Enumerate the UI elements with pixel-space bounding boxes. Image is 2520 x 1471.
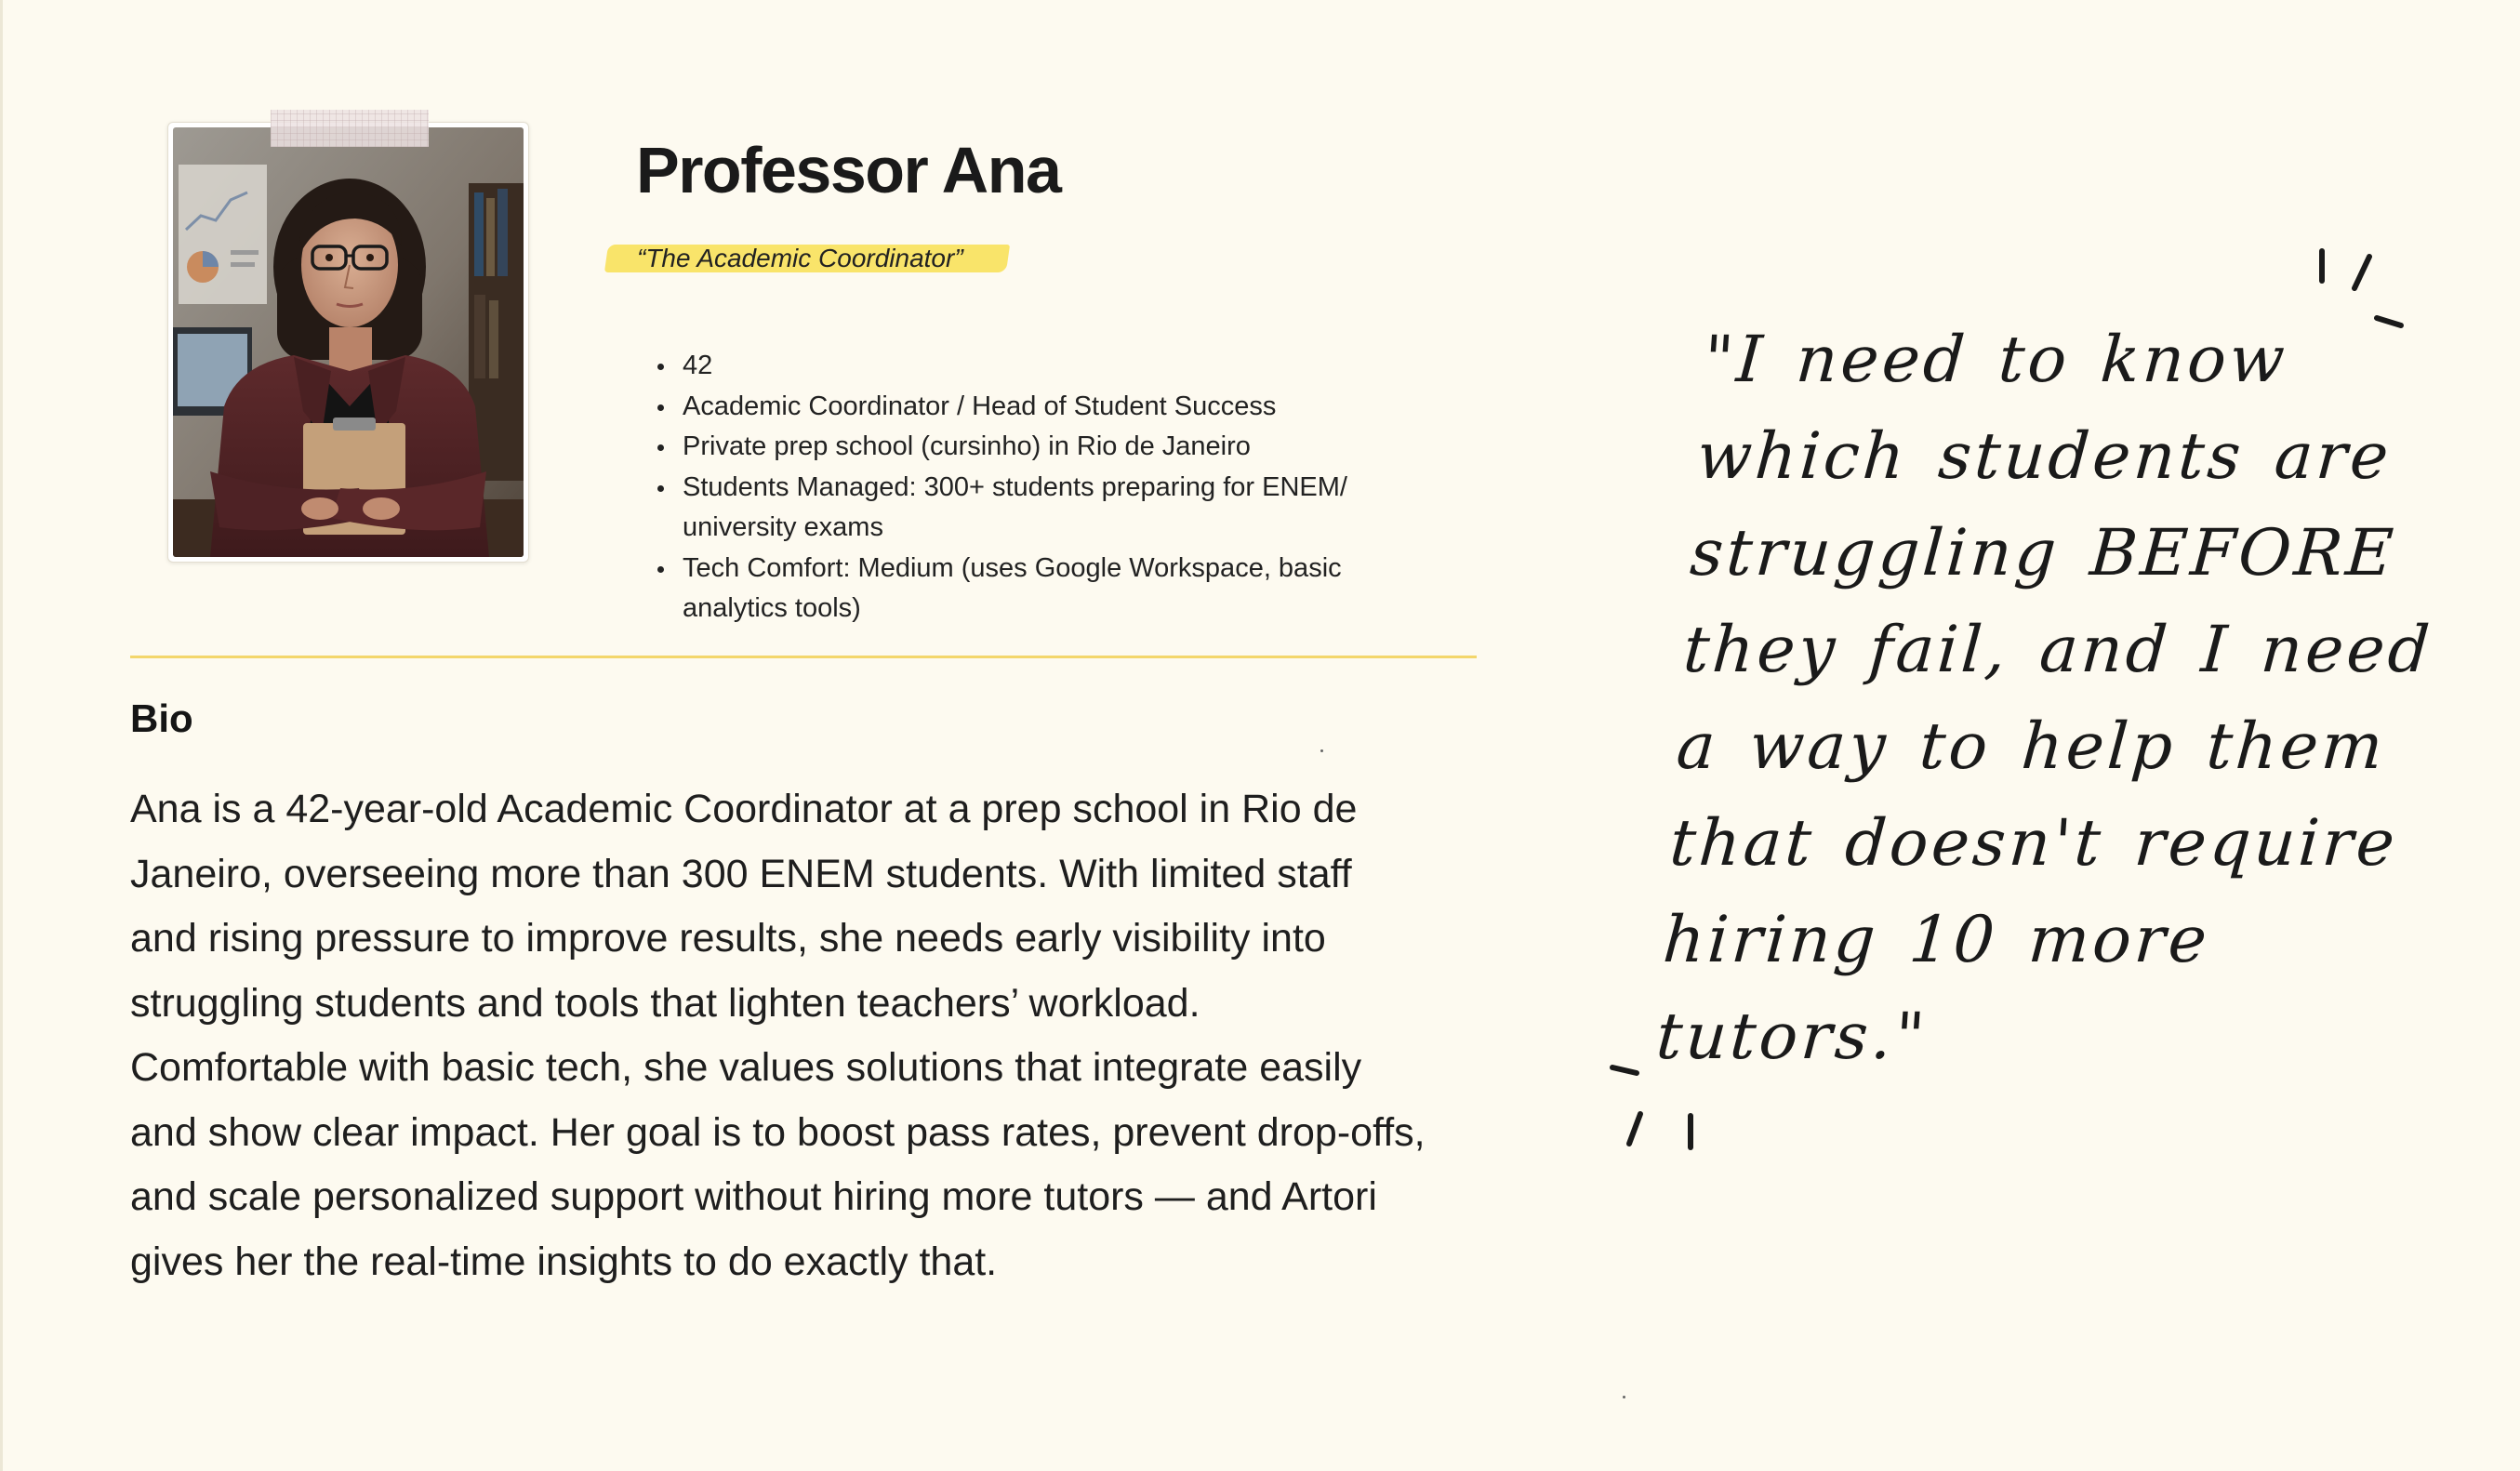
fact-students-managed: • Students Managed: 300+ students preparing for ENEM/ university exams — [677, 468, 1439, 549]
persona-portrait-image — [173, 127, 524, 557]
section-divider — [130, 656, 1477, 658]
fact-role: • Academic Coordinator / Head of Student Success — [677, 387, 1439, 428]
persona-name: Professor Ana — [636, 134, 1061, 206]
spark-lines-bottom-left — [1598, 1051, 1700, 1153]
bio-heading: Bio — [130, 696, 193, 740]
page-edge — [0, 0, 3, 1471]
persona-tagline: “The Academic Coordinator” — [637, 244, 963, 272]
fact-age: • 42 — [677, 346, 1439, 387]
speck-dot — [1623, 1396, 1625, 1398]
handwritten-quote: "I need to know which students are struggling BEFORE they fail, and I need a way to help them that doesn't require hiring 10 more tutors." — [1653, 323, 2435, 1074]
fact-school: • Private prep school (cursinho) in Rio de Janeiro — [677, 427, 1439, 468]
washi-tape — [271, 110, 429, 147]
spark-lines-top-right — [2308, 244, 2410, 337]
persona-facts-list — [651, 346, 1439, 629]
fact-tech-comfort: • Tech Comfort: Medium (uses Google Workspace, basic analytics tools) — [677, 549, 1439, 629]
persona-photo-card — [167, 122, 529, 563]
speck-dot — [1320, 749, 1323, 752]
persona-tagline-highlight — [606, 240, 963, 275]
bio-text: Ana is a 42-year-old Academic Coordinator at a prep school in Rio de Janeiro, overseeing more than 300 ENEM students. With limited staff and rising pressure to improve results, she needs early visibility into struggling students and tools that lighten teachers’ workload. Comfortable with basic tech, she values solutions that integrate easily and show clear impact. Her goal is to boost pass rates, prevent drop-offs, and scale personalized support without hiring more tutors — and Artori gives her the real-time insights to do exactly that. — [130, 787, 1426, 1284]
